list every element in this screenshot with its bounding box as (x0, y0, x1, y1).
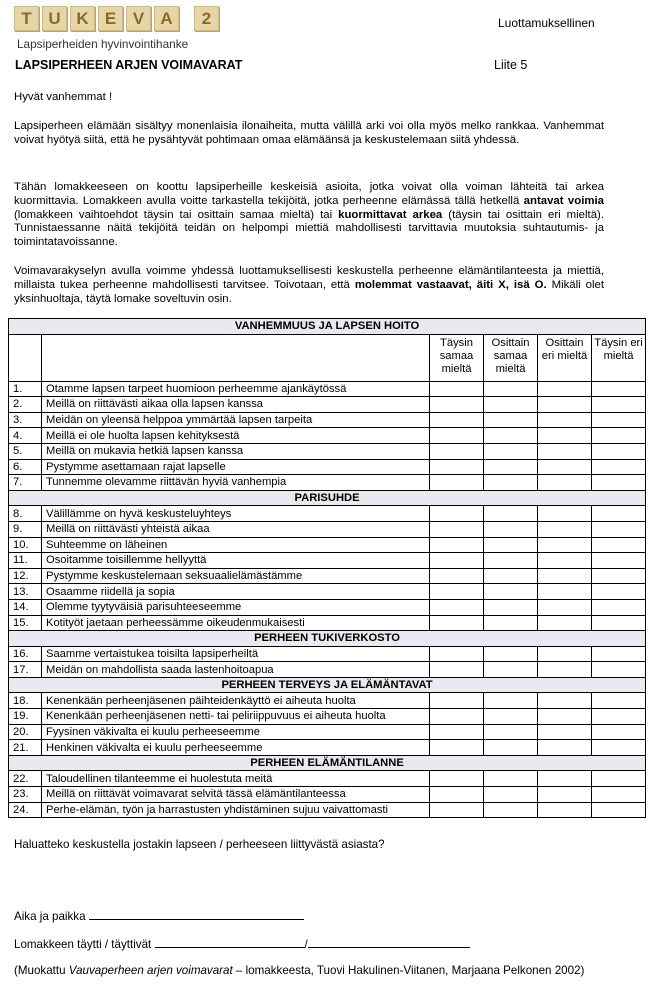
answer-cell[interactable] (484, 459, 538, 475)
question-number: 20. (9, 724, 42, 740)
question-text: Henkinen väkivalta ei kuulu perheeseemme (42, 740, 430, 756)
header-blank-num (9, 334, 42, 381)
answer-cell[interactable] (538, 646, 592, 662)
answer-cell[interactable] (484, 584, 538, 600)
question-number: 22. (9, 771, 42, 787)
answer-cell[interactable] (430, 568, 484, 584)
question-number: 3. (9, 412, 42, 428)
filled-by-slash: / (304, 938, 308, 951)
answer-cell[interactable] (484, 475, 538, 491)
question-number: 21. (9, 740, 42, 756)
intro-paragraph-3 (14, 265, 604, 306)
question-row (9, 443, 646, 459)
answer-cell[interactable] (538, 599, 592, 615)
p2-text-e: (täysin tai osittain eri mieltä). Tunnistaessanne näitä tekijöitä teidän on helpompi miettiä mahdollisesti tarvittavia muutoksia suhtautumis- ja toimintatavoissanne. (14, 208, 604, 249)
answer-cell[interactable] (592, 521, 646, 537)
answer-cell[interactable] (430, 599, 484, 615)
answer-cell[interactable] (430, 646, 484, 662)
answer-cell[interactable] (484, 506, 538, 522)
answer-cell[interactable] (538, 709, 592, 725)
question-number: 13. (9, 584, 42, 600)
question-number: 9. (9, 521, 42, 537)
question-number: 6. (9, 459, 42, 475)
logo-letter-tile: E (98, 6, 123, 31)
question-row (9, 428, 646, 444)
answer-cell[interactable] (430, 506, 484, 522)
filled-by-field-2[interactable] (308, 936, 470, 948)
answer-cell[interactable] (538, 787, 592, 803)
answer-cell[interactable] (592, 443, 646, 459)
question-text: Välillämme on hyvä keskusteluyhteys (42, 506, 430, 522)
answer-cell[interactable] (484, 662, 538, 678)
answer-cell[interactable] (538, 584, 592, 600)
answer-cell[interactable] (430, 662, 484, 678)
answer-cell[interactable] (538, 537, 592, 553)
answer-cell[interactable] (484, 428, 538, 444)
filled-by-row (14, 936, 470, 951)
question-text: Meidän on mahdollista saada lastenhoitoapua (42, 662, 430, 678)
p3-bold-both: molemmat vastaavat, äiti X, isä O. (354, 278, 547, 291)
question-row (9, 506, 646, 522)
question-row (9, 662, 646, 678)
logo-letter-tile: K (70, 6, 95, 31)
answer-cell[interactable] (430, 787, 484, 803)
question-row (9, 381, 646, 397)
section-header-row (9, 755, 646, 771)
question-text: Meillä ei ole huolta lapsen kehityksestä (42, 428, 430, 444)
question-row (9, 615, 646, 631)
intro-paragraph-1 (14, 120, 604, 148)
answer-cell[interactable] (592, 553, 646, 569)
question-text: Saamme vertaistukea toisilta lapsiperheiltä (42, 646, 430, 662)
answer-cell[interactable] (538, 771, 592, 787)
question-number: 24. (9, 802, 42, 818)
question-row (9, 724, 646, 740)
answer-cell[interactable] (592, 584, 646, 600)
question-number: 10. (9, 537, 42, 553)
question-row (9, 740, 646, 756)
answer-cell[interactable] (484, 740, 538, 756)
question-text: Meillä on riittävät voimavarat selvitä tässä elämäntilanteessa (42, 787, 430, 803)
answer-cell[interactable] (484, 381, 538, 397)
question-number: 17. (9, 662, 42, 678)
answer-cell[interactable] (430, 553, 484, 569)
answer-cell[interactable] (592, 537, 646, 553)
filled-by-field-1[interactable] (155, 936, 305, 948)
answer-cell[interactable] (430, 537, 484, 553)
answer-cell[interactable] (538, 506, 592, 522)
section-header-row (9, 490, 646, 506)
logo-letter-tile: 2 (194, 6, 219, 31)
question-number: 16. (9, 646, 42, 662)
answer-cell[interactable] (538, 459, 592, 475)
answer-cell[interactable] (430, 724, 484, 740)
column-header: Täysin eri mieltä (592, 334, 646, 381)
answer-cell[interactable] (430, 771, 484, 787)
answer-cell[interactable] (538, 412, 592, 428)
question-text: Perhe-elämän, työn ja harrastusten yhdistäminen sujuu vaivattomasti (42, 802, 430, 818)
question-row (9, 802, 646, 818)
question-number: 12. (9, 568, 42, 584)
section-title: PERHEEN TERVEYS JA ELÄMÄNTAVAT (9, 677, 646, 693)
credit-text-a: (Muokattu (14, 964, 69, 977)
question-number: 7. (9, 475, 42, 491)
question-text: Meillä on riittävästi aikaa olla lapsen kanssa (42, 397, 430, 413)
credit-line (14, 964, 584, 977)
confidential-label: Luottamuksellinen (498, 16, 595, 30)
answer-cell[interactable] (430, 428, 484, 444)
question-text: Tunnemme olevamme riittävän hyviä vanhempia (42, 475, 430, 491)
answer-cell[interactable] (538, 615, 592, 631)
page-title: LAPSIPERHEEN ARJEN VOIMAVARAT (15, 58, 243, 72)
question-number: 5. (9, 443, 42, 459)
question-number: 2. (9, 397, 42, 413)
greeting: Hyvät vanhemmat ! (14, 91, 113, 103)
answer-cell[interactable] (430, 443, 484, 459)
answer-cell[interactable] (484, 553, 538, 569)
question-row (9, 787, 646, 803)
question-row (9, 459, 646, 475)
column-header: Osittain samaa mieltä (484, 334, 538, 381)
answer-cell[interactable] (592, 506, 646, 522)
question-text: Pystymme keskustelemaan seksuaalielämästämme (42, 568, 430, 584)
appendix-label: Liite 5 (494, 58, 528, 72)
question-row (9, 599, 646, 615)
tukeva-logo (14, 6, 219, 31)
question-text: Kenenkään perheenjäsenen netti- tai peliriippuvuus ei aiheuta huolta (42, 709, 430, 725)
answer-cell[interactable] (592, 412, 646, 428)
answer-cell[interactable] (538, 553, 592, 569)
answer-cell[interactable] (484, 802, 538, 818)
answer-cell[interactable] (538, 381, 592, 397)
answer-cell[interactable] (592, 771, 646, 787)
answer-cell[interactable] (484, 709, 538, 725)
answer-cell[interactable] (538, 521, 592, 537)
intro-paragraph-2 (14, 181, 604, 250)
question-text: Otamme lapsen tarpeet huomioon perheemme ajankäytössä (42, 381, 430, 397)
answer-cell[interactable] (538, 662, 592, 678)
credit-source-title: Vauvaperheen arjen voimavarat (68, 964, 233, 977)
question-number: 4. (9, 428, 42, 444)
column-header-row (9, 334, 646, 381)
p2-bold-burden: kuormittavat arkea (338, 208, 443, 221)
answer-cell[interactable] (538, 475, 592, 491)
answer-cell[interactable] (430, 802, 484, 818)
answer-cell[interactable] (484, 787, 538, 803)
answer-cell[interactable] (484, 599, 538, 615)
time-place-field[interactable] (89, 908, 304, 920)
question-text: Meillä on riittävästi yhteistä aikaa (42, 521, 430, 537)
question-row (9, 412, 646, 428)
answer-cell[interactable] (430, 584, 484, 600)
section-header-row (9, 677, 646, 693)
question-text: Suhteemme on läheinen (42, 537, 430, 553)
logo-letter-tile: T (14, 6, 39, 31)
question-row (9, 521, 646, 537)
question-text: Kotityöt jaetaan perheessämme oikeudenmukaisesti (42, 615, 430, 631)
answer-cell[interactable] (538, 397, 592, 413)
answer-cell[interactable] (430, 693, 484, 709)
answer-cell[interactable] (430, 459, 484, 475)
answer-cell[interactable] (592, 709, 646, 725)
question-text: Meillä on mukavia hetkiä lapsen kanssa (42, 443, 430, 459)
p3-text-c: Mikäli olet yksinhuoltaja, täytä lomake soveltuvin osin. (14, 278, 605, 305)
time-place-row (14, 908, 304, 923)
filled-by-label: Lomakkeen täytti / täyttivät (14, 938, 152, 951)
answer-cell[interactable] (484, 537, 538, 553)
answer-cell[interactable] (592, 724, 646, 740)
credit-text-c: – lomakkeesta, Tuovi Hakulinen-Viitanen, Marjaana Pelkonen 2002) (232, 964, 585, 977)
p2-bold-strength: antavat voimia (523, 194, 604, 207)
answer-cell[interactable] (430, 412, 484, 428)
question-row (9, 709, 646, 725)
logo-letter-tile: U (42, 6, 67, 31)
intro-paragraph-1-text: Lapsiperheen elämään sisältyy monenlaisia ilonaiheita, mutta välillä arki voi olla myös melko rankkaa. Vanhemmat voivat hyötyä siitä, että he pysähtyvät pohtimaan omaa elämäänsä ja keskustelemaan siitä yhdessä. (14, 120, 604, 146)
question-number: 18. (9, 693, 42, 709)
answer-cell[interactable] (592, 568, 646, 584)
question-number: 19. (9, 709, 42, 725)
answer-cell[interactable] (430, 381, 484, 397)
logo-subtitle: Lapsiperheiden hyvinvointihanke (17, 37, 189, 51)
section-header-row (9, 631, 646, 647)
question-row (9, 771, 646, 787)
answer-cell[interactable] (592, 662, 646, 678)
answer-cell[interactable] (538, 428, 592, 444)
p3-text-a: Voimavarakyselyn avulla voimme yhdessä luottamuksellisesti keskustella perheenne elämäntilanteesta ja miettiä, millaista tukea perheenne mahdollisesti tarvitsee. Toivotaan, että (14, 265, 604, 291)
discussion-question: Haluatteko keskustella jostakin lapseen / perheeseen liittyvästä asiasta? (14, 838, 385, 851)
questionnaire-table (8, 318, 646, 818)
answer-cell[interactable] (538, 802, 592, 818)
question-text: Taloudellinen tilanteemme ei huolestuta meitä (42, 771, 430, 787)
section-title: PERHEEN ELÄMÄNTILANNE (9, 755, 646, 771)
question-row (9, 693, 646, 709)
question-text: Olemme tyytyväisiä parisuhteeseemme (42, 599, 430, 615)
question-number: 1. (9, 381, 42, 397)
answer-cell[interactable] (592, 459, 646, 475)
question-number: 15. (9, 615, 42, 631)
answer-cell[interactable] (592, 646, 646, 662)
answer-cell[interactable] (430, 521, 484, 537)
answer-cell[interactable] (592, 802, 646, 818)
answer-cell[interactable] (592, 693, 646, 709)
time-place-label: Aika ja paikka (14, 910, 86, 923)
question-row (9, 568, 646, 584)
answer-cell[interactable] (484, 568, 538, 584)
question-number: 8. (9, 506, 42, 522)
answer-cell[interactable] (484, 693, 538, 709)
answer-cell[interactable] (430, 615, 484, 631)
answer-cell[interactable] (538, 693, 592, 709)
answer-cell[interactable] (592, 428, 646, 444)
question-text: Fyysinen väkivalta ei kuulu perheeseemme (42, 724, 430, 740)
question-row (9, 397, 646, 413)
answer-cell[interactable] (484, 397, 538, 413)
answer-cell[interactable] (484, 724, 538, 740)
p2-text-c: (lomakkeen vaihtoehdot täysin tai osittain samaa mieltä) tai (14, 208, 339, 221)
answer-cell[interactable] (484, 412, 538, 428)
answer-cell[interactable] (430, 475, 484, 491)
question-number: 14. (9, 599, 42, 615)
answer-cell[interactable] (592, 475, 646, 491)
answer-cell[interactable] (592, 381, 646, 397)
answer-cell[interactable] (592, 787, 646, 803)
question-row (9, 553, 646, 569)
p2-text-a: Tähän lomakkeeseen on koottu lapsiperheille keskeisiä asioita, jotka voivat olla voiman lähteitä tai arkea kuormittavia. Lomakkeen avulla voitte tarkastella tekijöitä, jotka perheenne elämässä tällä hetkellä (14, 181, 604, 207)
question-number: 11. (9, 553, 42, 569)
section-title: VANHEMMUUS JA LAPSEN HOITO (9, 319, 646, 335)
answer-cell[interactable] (484, 646, 538, 662)
answer-cell[interactable] (430, 709, 484, 725)
column-header: Täysin samaa mieltä (430, 334, 484, 381)
question-row (9, 537, 646, 553)
answer-cell[interactable] (592, 615, 646, 631)
question-text: Osaamme riidellä ja sopia (42, 584, 430, 600)
question-text: Osoitamme toisillemme hellyyttä (42, 553, 430, 569)
answer-cell[interactable] (484, 771, 538, 787)
logo-letter-tile: A (154, 6, 179, 31)
answer-cell[interactable] (484, 615, 538, 631)
question-text: Kenenkään perheenjäsenen päihteidenkäyttö ei aiheuta huolta (42, 693, 430, 709)
section-header-row (9, 319, 646, 335)
answer-cell[interactable] (592, 599, 646, 615)
question-row (9, 584, 646, 600)
logo-letter-tile: V (126, 6, 151, 31)
answer-cell[interactable] (592, 397, 646, 413)
header-blank-text (42, 334, 430, 381)
question-number: 23. (9, 787, 42, 803)
answer-cell[interactable] (538, 568, 592, 584)
answer-cell[interactable] (538, 443, 592, 459)
answer-cell[interactable] (430, 740, 484, 756)
answer-cell[interactable] (484, 443, 538, 459)
column-header: Osittain eri mieltä (538, 334, 592, 381)
answer-cell[interactable] (592, 740, 646, 756)
section-title: PARISUHDE (9, 490, 646, 506)
answer-cell[interactable] (430, 397, 484, 413)
answer-cell[interactable] (538, 740, 592, 756)
section-title: PERHEEN TUKIVERKOSTO (9, 631, 646, 647)
question-row (9, 475, 646, 491)
question-text: Meidän on yleensä helppoa ymmärtää lapsen tarpeita (42, 412, 430, 428)
question-text: Pystymme asettamaan rajat lapselle (42, 459, 430, 475)
answer-cell[interactable] (538, 724, 592, 740)
answer-cell[interactable] (484, 521, 538, 537)
question-row (9, 646, 646, 662)
